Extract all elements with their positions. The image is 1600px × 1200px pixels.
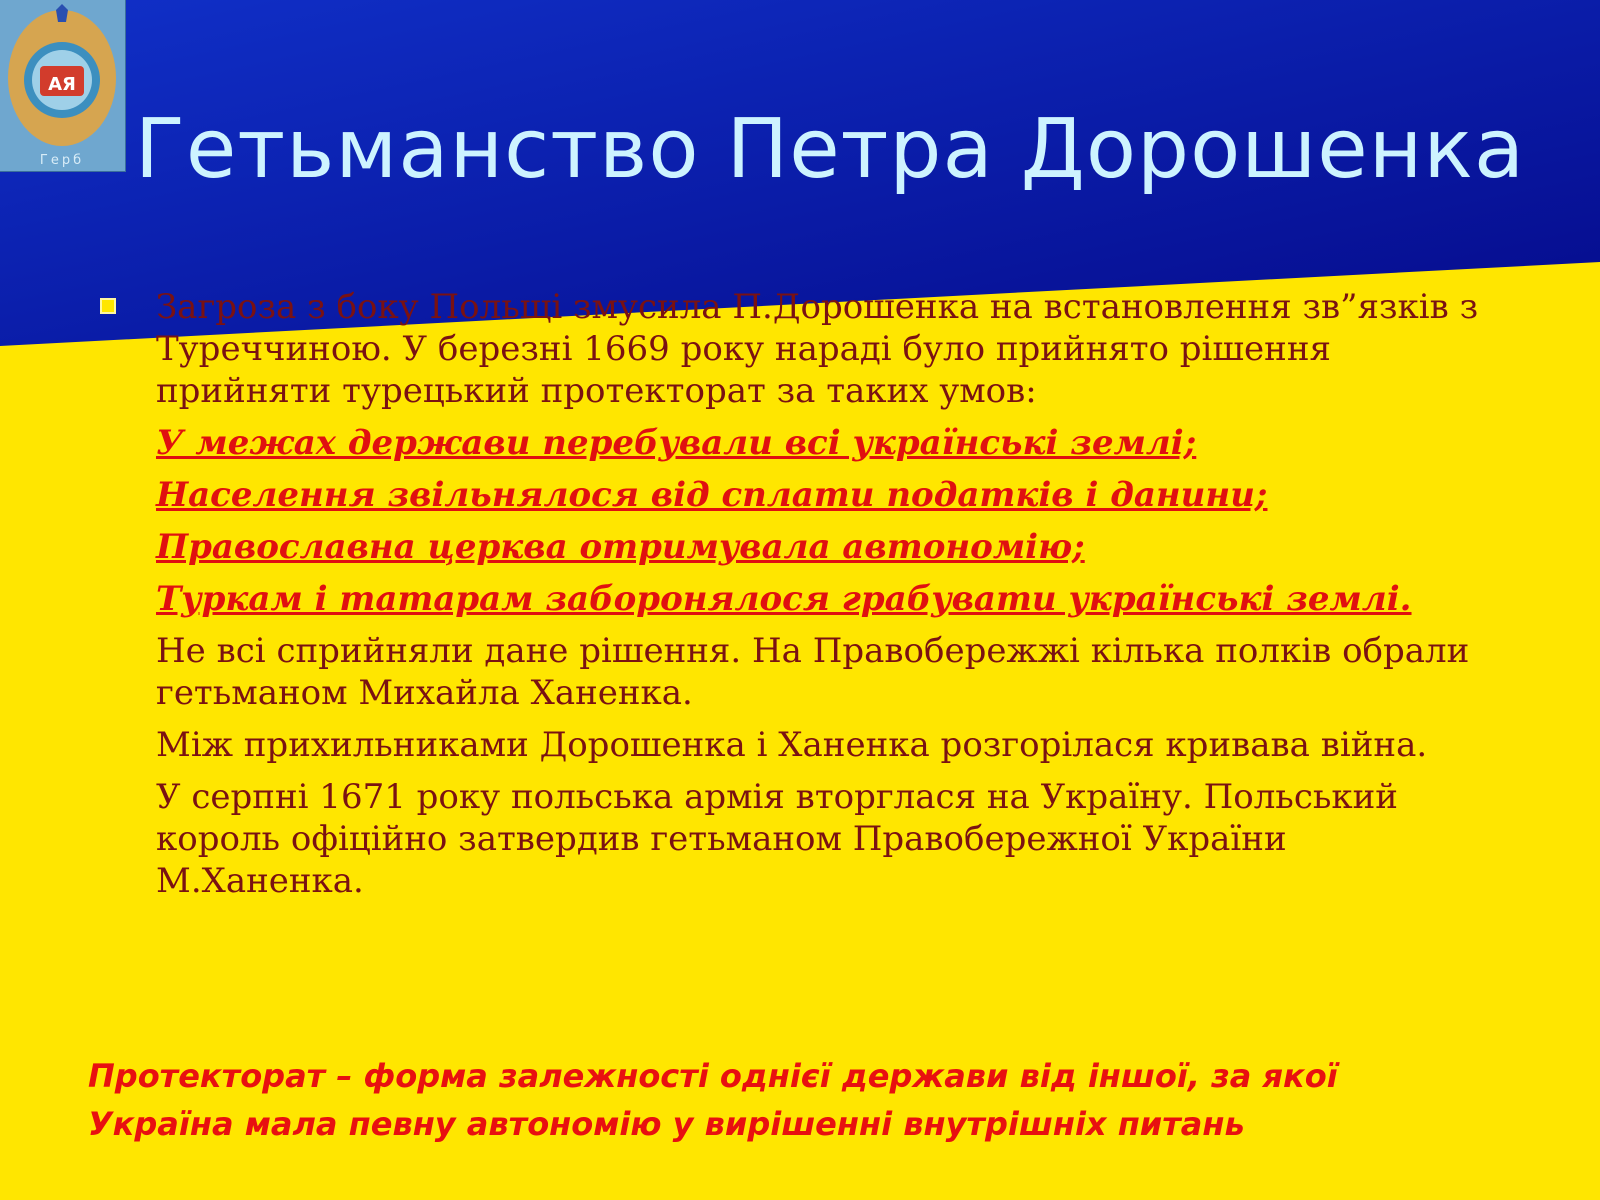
body-paragraph: Не всі сприйняли дане рішення. На Правобережжі кілька полків обрали гетьманом Михайла Ханенка. xyxy=(156,631,1470,713)
condition-item: Православна церква отримувала автономію; xyxy=(156,527,1085,567)
condition-item: У межах держави перебували всі українські землі; xyxy=(156,423,1197,463)
slide-title: Гетьманство Петра Дорошенка xyxy=(134,102,1526,197)
definition-note xyxy=(88,1052,1558,1148)
emblem-icon xyxy=(0,0,126,172)
bullet-square-icon xyxy=(100,298,116,314)
slide-body xyxy=(156,286,1496,912)
condition-item: Населення звільнялося від сплати податків і данини; xyxy=(156,475,1268,515)
emblem-badge: АЯ xyxy=(48,74,76,95)
intro-text: Загроза з боку Польщі змусила П.Дорошенка на встановлення зв”язків з Туреччиною. У березні 1669 року нараді було прийнято рішення прийняти турецький протекторат за таких умов: xyxy=(156,287,1479,411)
body-paragraph: У серпні 1671 року польська армія вторглася на Україну. Польський король офіційно затвердив гетьманом Правобережної України М.Ханенка. xyxy=(156,777,1398,901)
body-paragraph: Між прихильниками Дорошенка і Ханенка розгорілася кривава війна. xyxy=(156,725,1428,765)
definition-line: Протекторат – форма залежності однієї держави від іншої, за якої xyxy=(88,1057,1338,1095)
condition-item: Туркам і татарам заборонялося грабувати українські землі. xyxy=(156,579,1412,619)
emblem-caption: Герб xyxy=(39,153,85,168)
intro-paragraph xyxy=(156,286,1496,412)
definition-line: Україна мала певну автономію у вирішенні внутрішніх питань xyxy=(88,1105,1245,1143)
